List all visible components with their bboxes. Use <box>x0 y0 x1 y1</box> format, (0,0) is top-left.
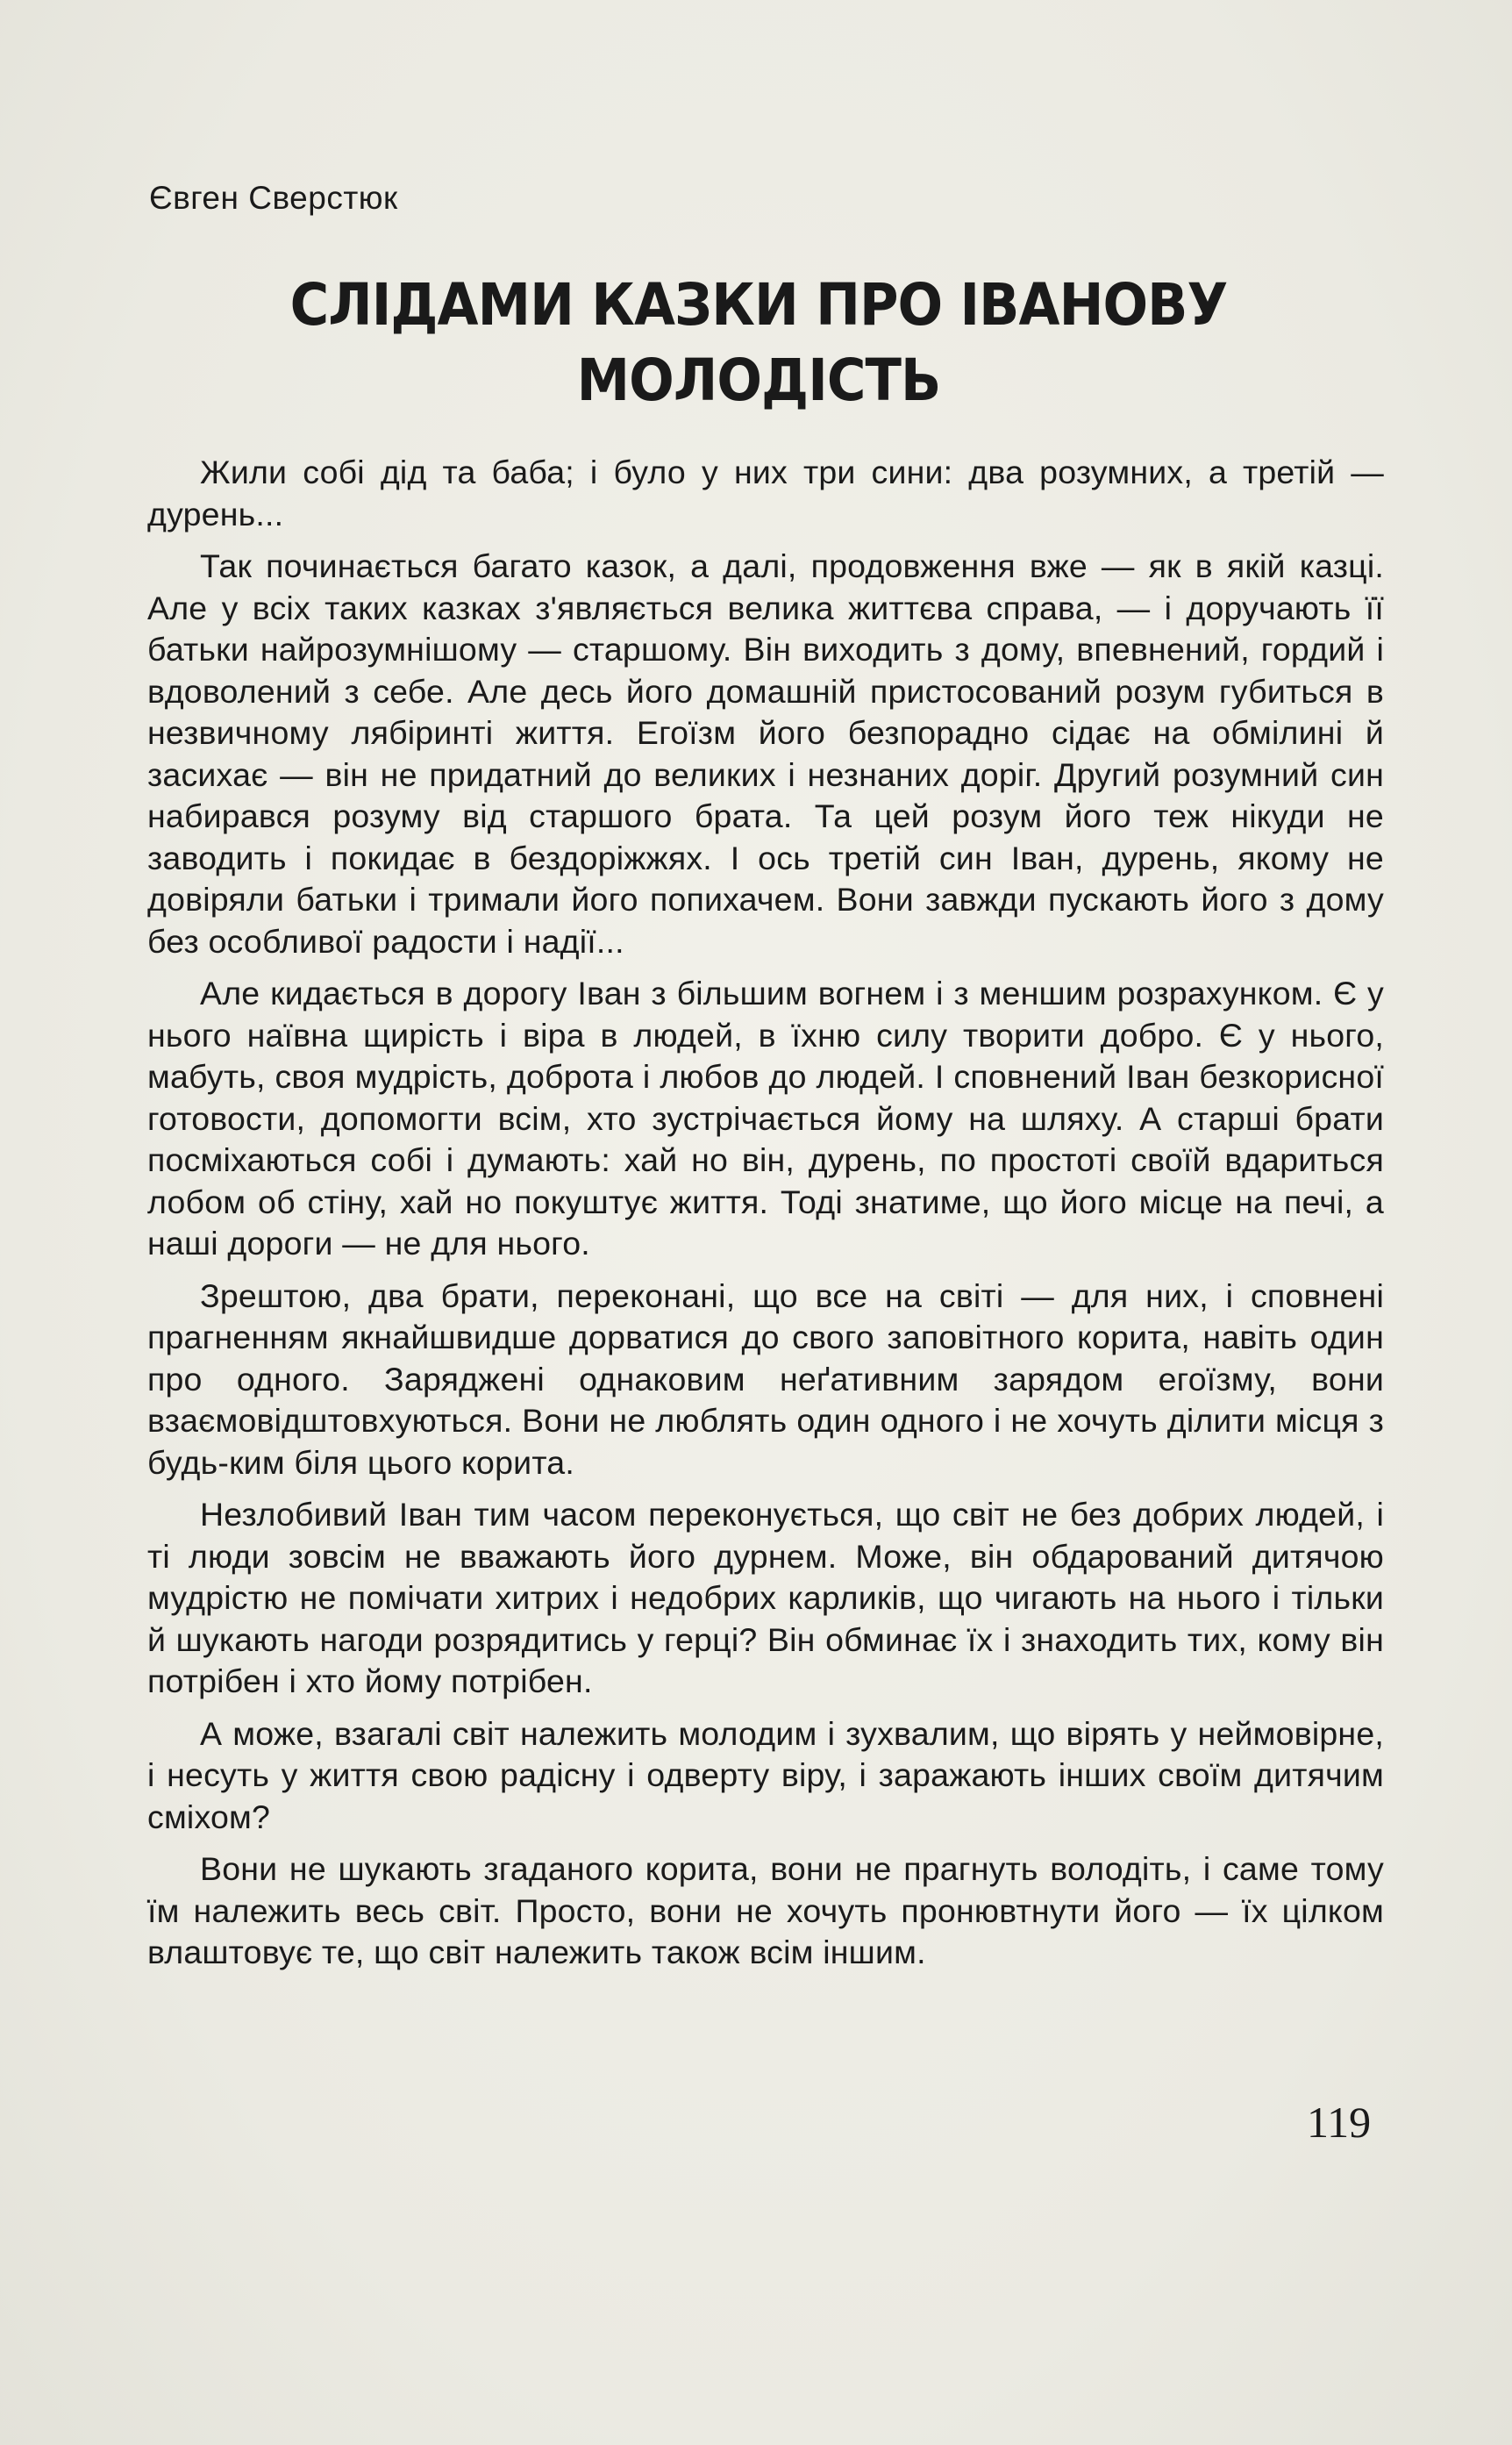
paragraph: Так починається багато казок, а далі, продовження вже — як в якій казці. Але у всіх таких казках з'являється велика життєва справа, — і доручають її батьки найрозумнішому — старшому. Він виходить з дому, впевнений, гордий і вдоволений з себе. Але десь його домашній пристосований розум губиться в незвичному лябіринті життя. Егоїзм його безпорадно сідає на обмілині й засихає — він не придатний до великих і незнаних доріг. Другий розумний син набирався розуму від старшого брата. Та цей розум його теж нікуди не заводить і покидає в бездоріжжях. І ось третій син Іван, дурень, якому не довіряли батьки і тримали його попихачем. Вони завжди пускають його з дому без особливої радости і надії... <box>147 547 1384 960</box>
author-name: Євген Сверстюк <box>149 180 398 216</box>
article-title: СЛІДАМИ КАЗКИ ПРО ІВАНОВУ МОЛОДІСТЬ <box>289 271 1228 414</box>
page-number: 119 <box>1307 2098 1372 2147</box>
article-body <box>147 452 1384 1984</box>
paragraph: А може, взагалі світ належить молодим і зухвалим, що вірять у неймовірне, і несуть у життя свою радісну і одверту віру, і заражають інших своїм дитячим сміхом? <box>147 1714 1384 1835</box>
paragraph: Але кидається в дорогу Іван з більшим вогнем і з меншим розрахунком. Є у нього наївна щирість і віра в людей, в їхню силу творити добро. Є у нього, мабуть, своя мудрість, доброта і любов до людей. І сповнений Іван безкорисної готовости, допомогти всім, хто зустрічається йому на шляху. А старші брати посміхаються собі і думають: хай но він, дурень, по простоті своїй вдариться лобом об стіну, хай но покуштує життя. Тоді знатиме, що його місце на печі, а наші дороги — не для нього. <box>147 975 1384 1262</box>
paragraph: Незлобивий Іван тим часом переконується, що світ не без добрих людей, і ті люди зовсім не вважають його дурнем. Може, він обдарований дитячою мудрістю не помічати хитрих і недобрих карликів, що чигають на нього і тільки й шукають нагоди розрядитись у герці? Він обминає їх і знаходить тих, кому він потрібен і хто йому потрібен. <box>147 1496 1384 1699</box>
paragraph: Жили собі дід та баба; і було у них три сини: два розумних, а третій — дурень... <box>147 454 1384 533</box>
paragraph: Зрештою, два брати, переконані, що все на світі — для них, і сповнені прагненням якнайшвидше дорватися до свого заповітного корита, навіть один про одного. Заряджені однаковим неґативним зарядом егоїзму, вони взаємовідштовхуються. Вони не люблять один одного і не хочуть ділити місця з будь-ким біля цього корита. <box>147 1276 1384 1481</box>
paragraph: Вони не шукають згаданого корита, вони не прагнуть володіть, і саме тому їм належить весь світ. Просто, вони не хочуть пронювтнути його — їх цілком влаштовує те, що світ належить також всім іншим. <box>147 1850 1384 1970</box>
